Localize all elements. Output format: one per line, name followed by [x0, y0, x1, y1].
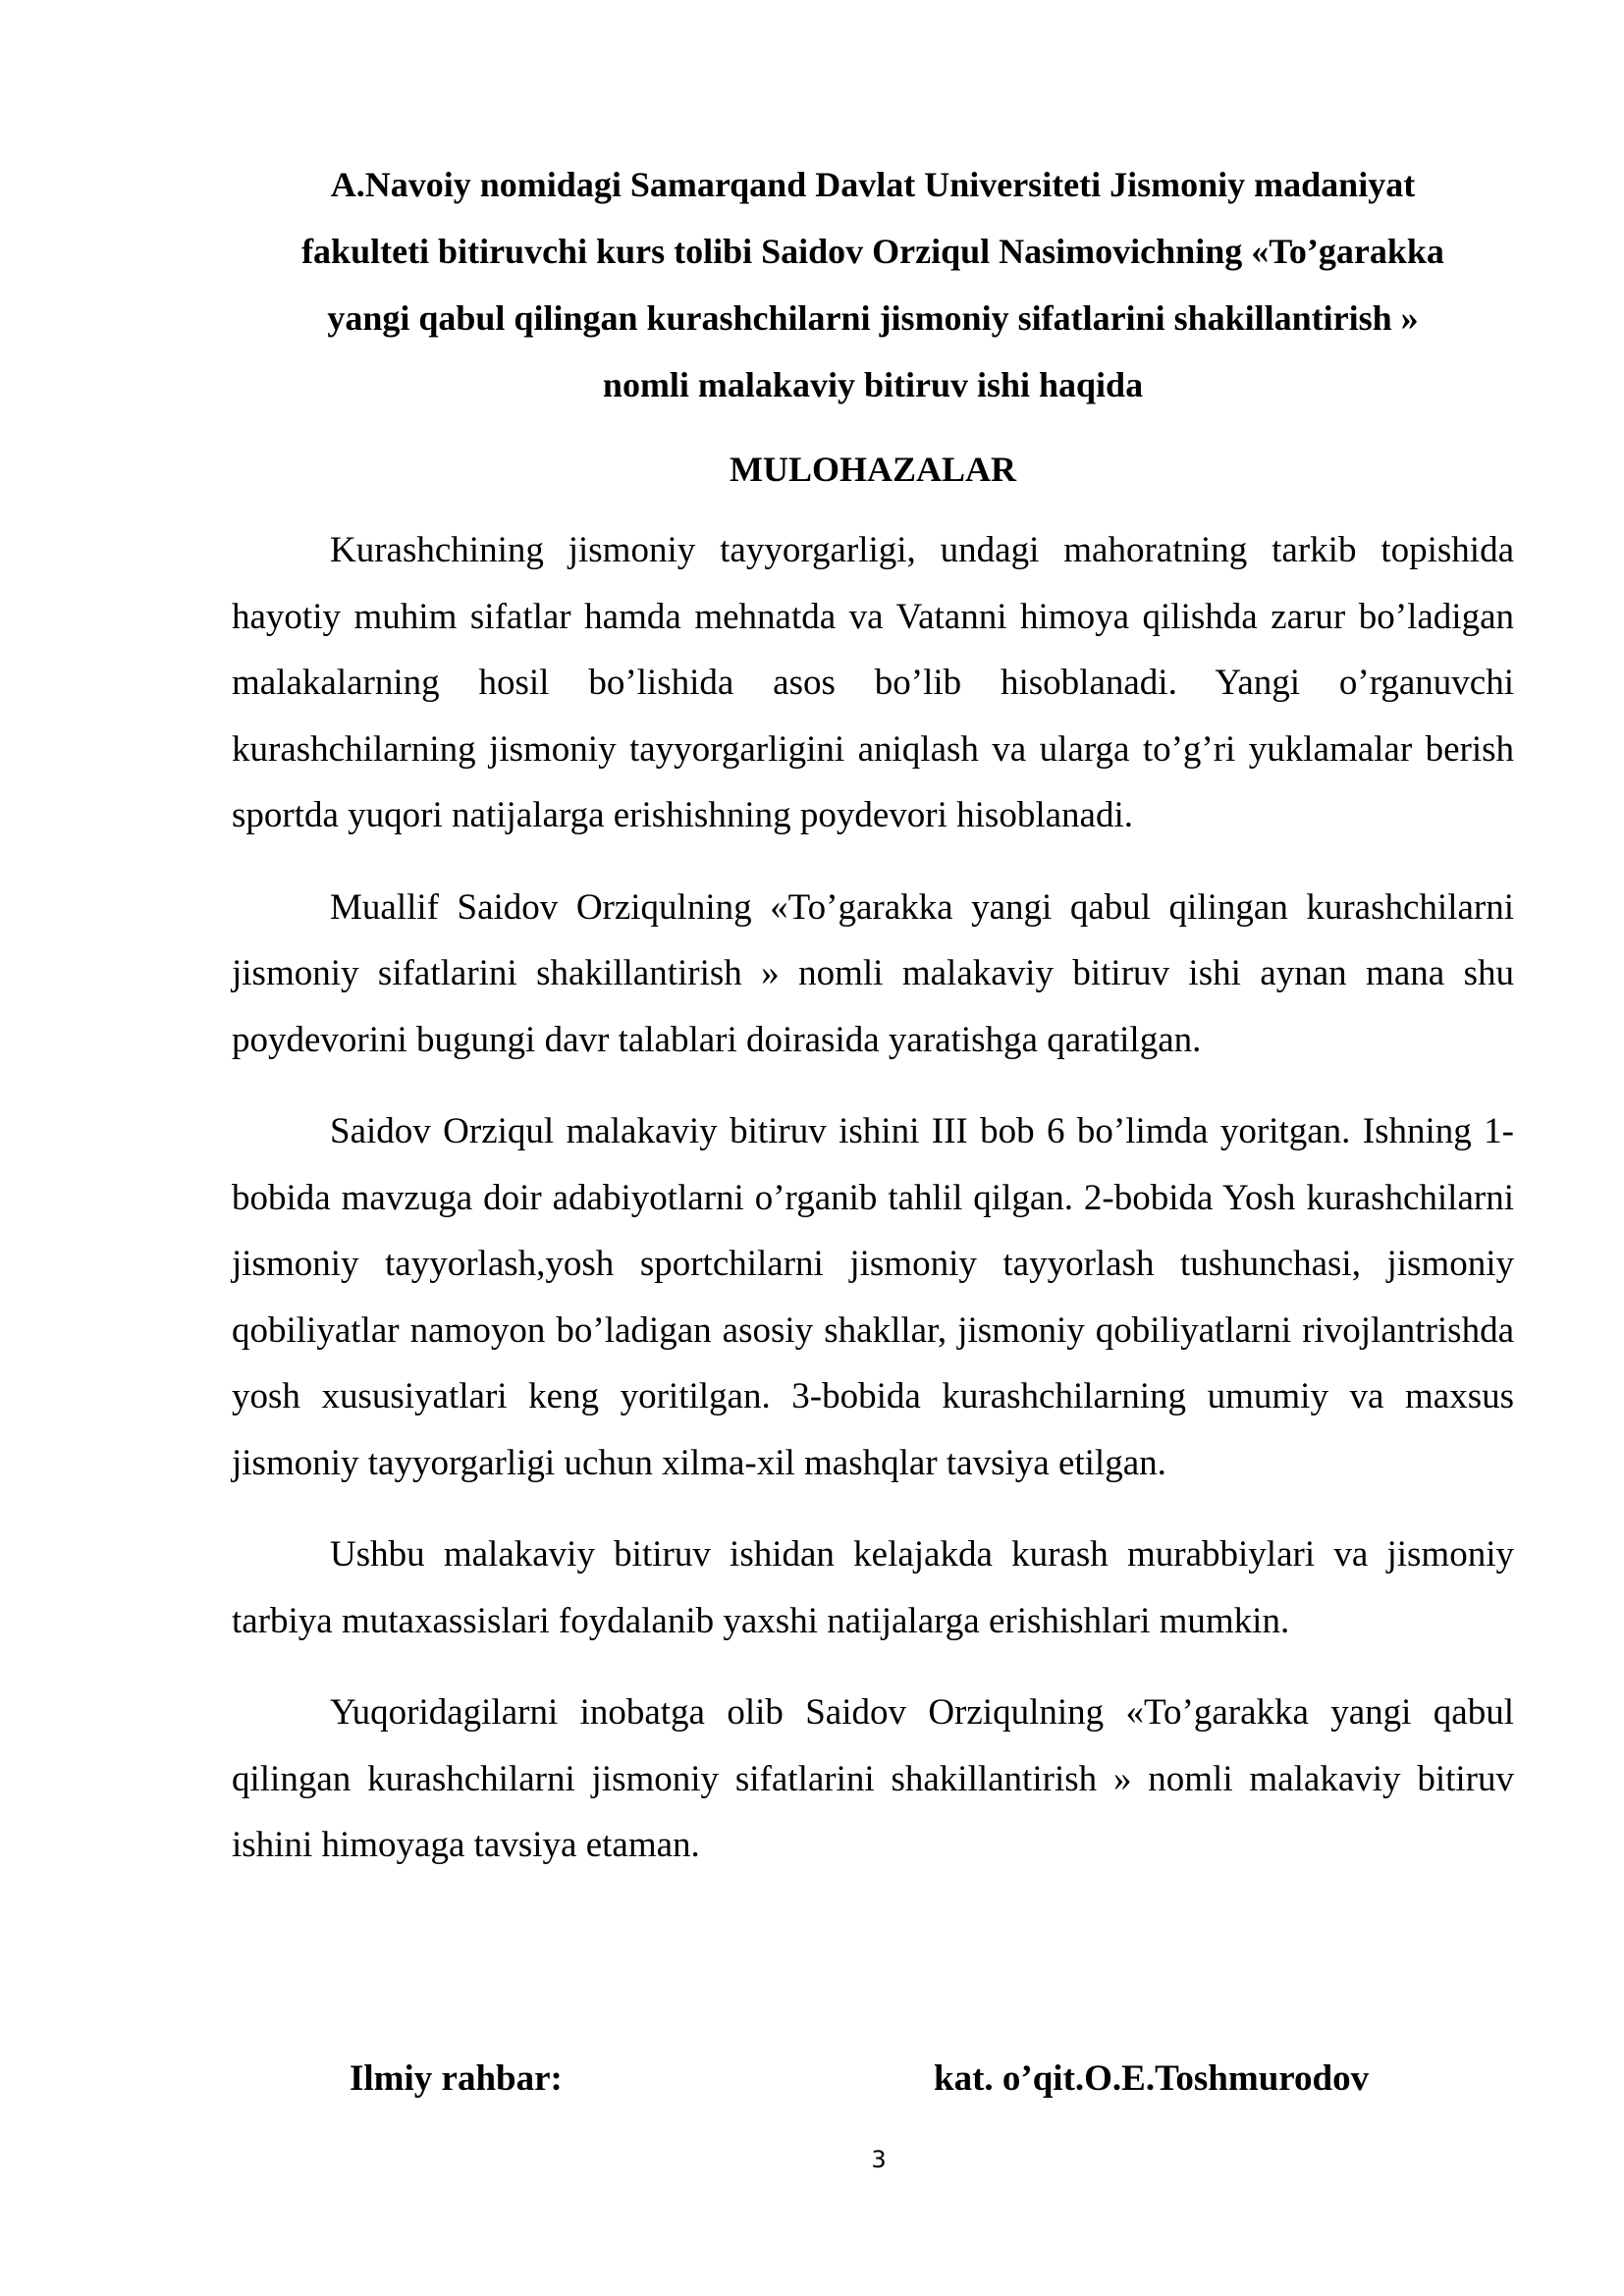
signature-block: [0, 2052, 1624, 2107]
body-paragraph: Ushbu malakaviy bitiruv ishidan kelajakda kurash murabbiylari va jismoniy tarbiya mutaxassislari foydalanib yaxshi natijalarga erishishlari mumkin.: [232, 1534, 1514, 1641]
signature-name: kat. o’qit.O.E.Toshmurodov: [934, 2058, 1370, 2099]
body-paragraph: Yuqoridagilarni inobatga olib Saidov Orziqulning «To’garakka yangi qabul qilingan kurashchilarni jismoniy sifatlarini shakillantirish » nomli malakaviy bitiruv ishini himoyaga tavsiya etaman.: [232, 1692, 1514, 1865]
heading-line: A.Navoiy nomidagi Samarqand Davlat Universiteti Jismoniy madaniyat: [330, 165, 1416, 204]
signature-role: Ilmiy rahbar:: [350, 2058, 563, 2099]
body-paragraph: Kurashchining jismoniy tayyorgarligi, undagi mahoratning tarkib topishida hayotiy muhim sifatlar hamda mehnatda va Vatanni himoya qilishda zarur bo’ladigan malakalarning hosil bo’lishida asos bo’lib hisoblanadi. Yangi o’rganuvchi kurashchilarning jismoniy tayyorgarligini aniqlash va ularga to’g’ri yuklamalar berish sportda yuqori natijalarga erishishning poydevori hisoblanadi.: [232, 530, 1514, 835]
document-heading: [232, 151, 1514, 418]
heading-line: yangi qabul qilingan kurashchilarni jismoniy sifatlarini shakillantirish »: [327, 298, 1419, 338]
page-number: 3: [871, 2146, 887, 2173]
document-body: [232, 517, 1514, 1904]
body-paragraph: Saidov Orziqul malakaviy bitiruv ishini III bob 6 bo’limda yoritgan. Ishning 1-bobida mavzuga doir adabiyotlarni o’rganib tahlil qilgan. 2-bobida Yosh kurashchilarni jismoniy tayyorlash,yosh sportchilarni jismoniy tayyorlash tushunchasi, jismoniy qobiliyatlar namoyon bo’ladigan asosiy shakllar, jismoniy qobiliyatlarni rivojlantrishda yosh xususiyatlari keng yoritilgan. 3-bobida kurashchilarning umumiy va maxsus jismoniy tayyorgarligi uchun xilma-xil mashqlar tavsiya etilgan.: [232, 1111, 1514, 1483]
heading-line: nomli malakaviy bitiruv ishi haqida: [602, 365, 1144, 404]
body-paragraph: Muallif Saidov Orziqulning «To’garakka yangi qabul qilingan kurashchilarni jismoniy sifatlarini shakillantirish » nomli malakaviy bitiruv ishi aynan mana shu poydevorini bugungi davr talablari doirasida yaratishga qaratilgan.: [232, 886, 1514, 1060]
document-title: MULOHAZALAR: [729, 450, 1016, 489]
heading-line: fakulteti bitiruvchi kurs tolibi Saidov Orziqul Nasimovichning «To’garakka: [301, 232, 1444, 271]
